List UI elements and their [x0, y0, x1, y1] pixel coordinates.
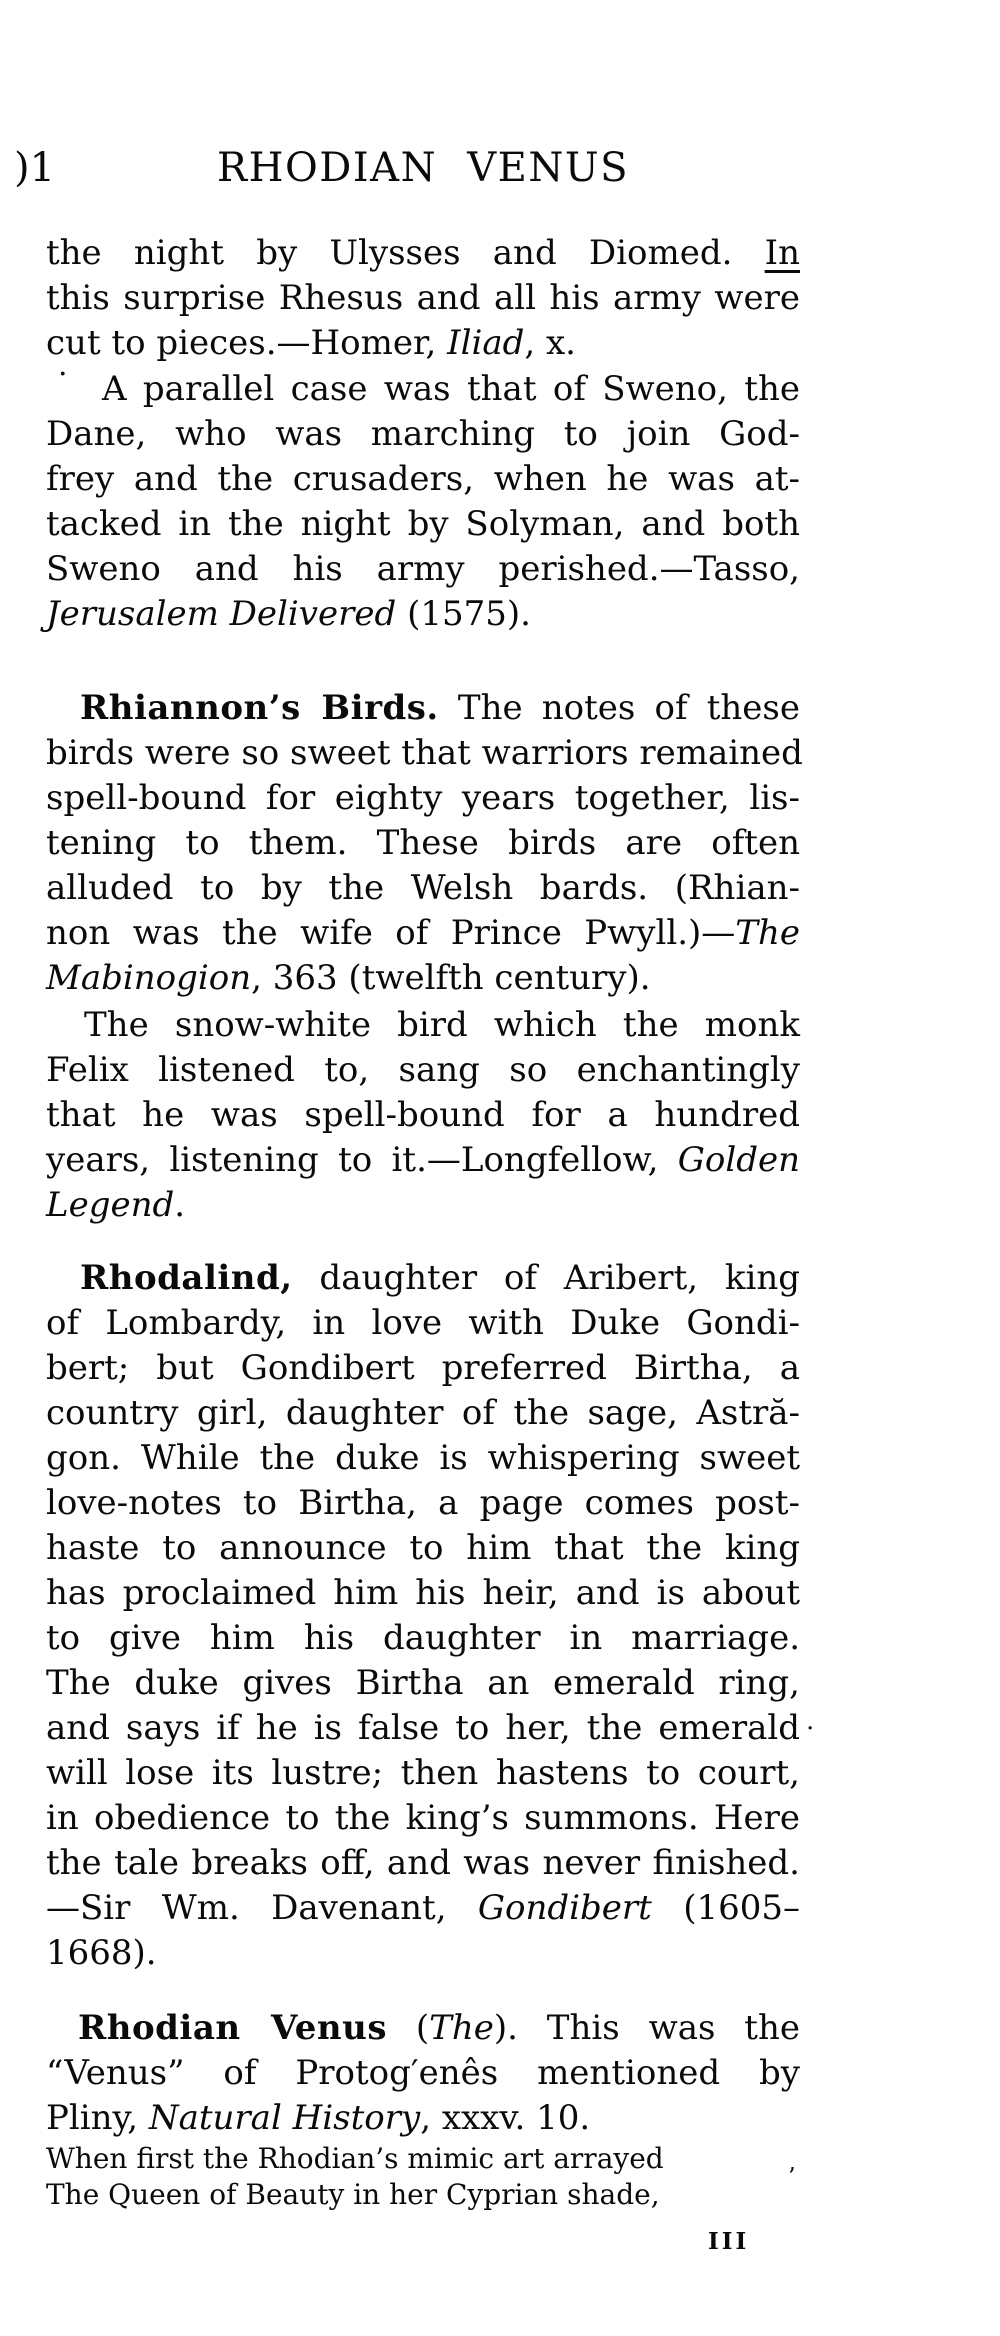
verse-line: The Queen of Beauty in her Cyprian shade,	[46, 2178, 660, 2211]
text-run: gon. While the duke is whispering sweet	[46, 1438, 800, 1478]
text-line	[46, 866, 800, 911]
text-run: Iliad	[447, 323, 525, 363]
text-line	[46, 592, 800, 637]
text-run: The	[735, 913, 800, 953]
text-run: bert; but Gondibert preferred Birtha, a	[46, 1348, 800, 1388]
running-header-title: RHODIAN VENUS	[217, 145, 629, 191]
text-line	[46, 2051, 800, 2096]
text-run: the night by Ulysses and Diomed.	[46, 233, 765, 273]
text-line	[46, 1093, 800, 1138]
text-line	[46, 1436, 800, 1481]
text-run: birds were so sweet that warriors remained	[46, 733, 803, 773]
text-run: daughter of Aribert, king	[292, 1258, 800, 1298]
text-line	[46, 1931, 800, 1976]
text-run: this surprise Rhesus and all his army were	[46, 278, 800, 318]
text-run: love-notes to Birtha, a page comes post-	[46, 1483, 800, 1523]
text-run: Sweno and his army perished.—Tasso,	[46, 549, 800, 589]
text-run: ). This was the	[493, 2008, 800, 2048]
text-run: , xxxv. 10.	[420, 2098, 591, 2138]
text-line	[46, 412, 800, 457]
entry-rhodian-venus	[46, 2006, 800, 2141]
text-run: and says if he is false to her, the emerald	[46, 1708, 800, 1748]
text-run: A parallel case was that of Sweno, the	[102, 369, 800, 409]
text-line	[46, 1346, 800, 1391]
text-run: Natural History	[148, 2098, 421, 2138]
text-line	[46, 1481, 800, 1526]
text-run: Mabinogion	[46, 958, 252, 998]
text-line	[46, 1886, 800, 1931]
text-line	[46, 502, 800, 547]
text-run: of Lombardy, in love with Duke Gondi-	[46, 1303, 800, 1343]
text-run: Legend	[46, 1185, 175, 1225]
text-run: , x.	[524, 323, 576, 363]
text-run: country girl, daughter of the sage, Astră-	[46, 1393, 800, 1433]
verse-quote	[46, 2141, 800, 2213]
text-run: cut to pieces.—Homer,	[46, 323, 448, 363]
text-line	[46, 1138, 800, 1183]
ink-speck: ·	[58, 357, 68, 392]
text-line	[46, 2006, 800, 2051]
text-run: The duke gives Birtha an emerald ring,	[46, 1663, 800, 1703]
entry-rhodalind	[46, 1256, 800, 1976]
signature-mark: III	[708, 2228, 750, 2255]
paragraph-rhesus-note	[46, 231, 800, 366]
text-run: The snow-white bird which the monk	[84, 1005, 800, 1045]
ink-speck: .	[806, 1706, 815, 1736]
text-run: Jerusalem Delivered	[46, 594, 397, 634]
text-run: the tale breaks off, and was never finished.	[46, 1843, 800, 1883]
text-line	[46, 731, 803, 776]
paragraph-monk-felix-note	[46, 1003, 800, 1228]
text-run: to give him his daughter in marriage.	[46, 1618, 800, 1658]
text-run: non was the wife of Prince Pwyll.)—	[46, 913, 736, 953]
text-line	[46, 1391, 800, 1436]
text-run: Golden	[677, 1140, 800, 1180]
text-line	[46, 457, 800, 502]
text-run: that he was spell-bound for a hundred	[46, 1095, 800, 1135]
text-line	[46, 1003, 800, 1048]
text-run: (1605–	[651, 1888, 800, 1928]
text-line	[46, 1571, 800, 1616]
text-line	[46, 2096, 800, 2141]
text-line	[46, 956, 800, 1001]
text-line	[46, 1841, 800, 1886]
text-run: Pliny,	[46, 2098, 149, 2138]
text-run: tening to them. These birds are often	[46, 823, 800, 863]
text-run: tacked in the night by Solyman, and both	[46, 504, 800, 544]
text-line	[46, 231, 800, 276]
paragraph-sweno-note	[46, 367, 800, 637]
entry-term: Rhodalind,	[80, 1258, 293, 1298]
entry-term: Rhodian Venus	[78, 2008, 387, 2048]
verse-line: When first the Rhodian’s mimic art arrayed	[46, 2142, 664, 2175]
text-run: frey and the crusaders, when he was at-	[46, 459, 800, 499]
text-line	[46, 1256, 800, 1301]
text-line	[46, 1706, 800, 1751]
text-run: will lose its lustre; then hastens to court,	[46, 1753, 800, 1793]
text-run: Dane, who was marching to join God-	[46, 414, 800, 454]
text-line	[46, 1616, 800, 1661]
text-line	[46, 1751, 800, 1796]
text-run: The	[429, 2008, 494, 2048]
text-run: Gondibert	[477, 1888, 652, 1928]
text-line	[46, 547, 800, 592]
entry-term: Rhiannon’s Birds.	[80, 688, 439, 728]
text-run: , 363 (twelfth century).	[251, 958, 651, 998]
text-run: 1668).	[46, 1933, 157, 1973]
text-run: .	[174, 1185, 186, 1225]
text-line	[46, 367, 800, 412]
text-line	[46, 321, 800, 366]
text-line	[46, 1526, 800, 1571]
text-line	[46, 1301, 800, 1346]
text-line	[46, 1796, 800, 1841]
text-run: years, listening to it.—Longfellow,	[46, 1140, 678, 1180]
text-line	[46, 821, 800, 866]
entry-rhiannons-birds	[46, 686, 803, 1001]
page-number: )1	[14, 145, 56, 191]
text-run: alluded to by the Welsh bards. (Rhian-	[46, 868, 800, 908]
text-run: (1575).	[396, 594, 531, 634]
text-line	[46, 1183, 800, 1228]
text-run: Felix listened to, sang so enchantingly	[46, 1050, 800, 1090]
text-run: In	[764, 233, 800, 273]
text-line	[46, 1661, 800, 1706]
text-run: has proclaimed him his heir, and is about	[46, 1573, 800, 1613]
text-run: “Venus” of Protog′enês mentioned by	[46, 2053, 800, 2093]
text-run: The notes of these	[438, 688, 800, 728]
text-line	[46, 276, 800, 321]
text-line	[46, 686, 800, 731]
text-run: —Sir Wm. Davenant,	[46, 1888, 478, 1928]
text-run: in obedience to the king’s summons. Here	[46, 1798, 800, 1838]
text-line	[46, 1048, 800, 1093]
text-line	[46, 911, 800, 956]
text-run: spell-bound for eighty years together, lis-	[46, 778, 800, 818]
ink-speck: ’	[788, 2163, 796, 2191]
text-run: (	[386, 2008, 430, 2048]
text-run: haste to announce to him that the king	[46, 1528, 800, 1568]
text-line	[46, 776, 800, 821]
